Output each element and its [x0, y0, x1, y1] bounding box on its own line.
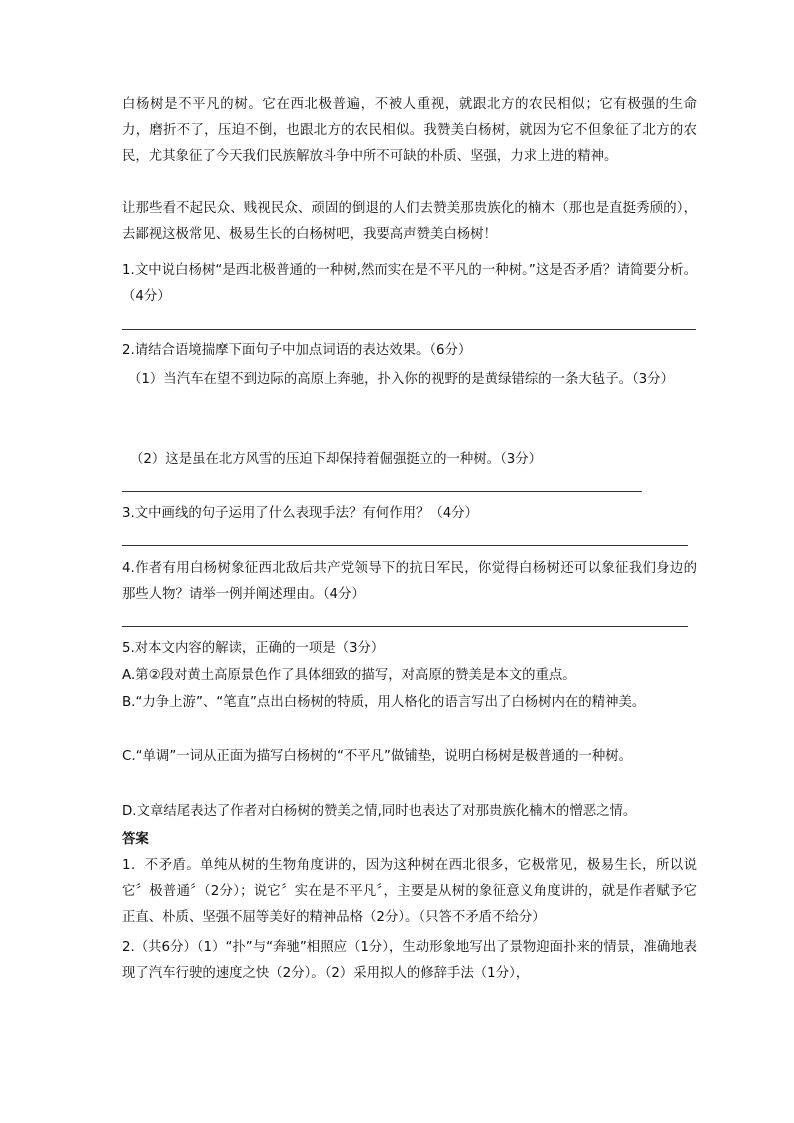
answer-line-3[interactable] — [122, 545, 688, 546]
question-4 — [122, 556, 697, 608]
question-5-option-c[interactable] — [122, 744, 697, 770]
option-b-text: B.“力争上游”、“笔直”点出白杨树的特质，用人格化的语言写出了白杨树内在的精神美。 — [122, 695, 646, 710]
question-2-part-2 — [122, 447, 697, 473]
answers-heading-text: 答案 — [122, 832, 149, 847]
question-5-option-d[interactable] — [122, 799, 697, 825]
question-2-text: 2.请结合语境揣摩下面句子中加点词语的表达效果。（6分） — [122, 343, 472, 358]
passage-text-1: 白杨树是不平凡的树。它在西北极普遍，不被人重视，就跟北方的农民相似；它有极强的生命力，磨折不了，压迫不倒，也跟北方的农民相似。我赞美白杨树，就因为它不但象征了北方的农民，尤其象征了今天我们民族解放斗争中所不可缺的朴质、坚强，力求上进的精神。 — [122, 97, 697, 164]
answer-line-4[interactable] — [122, 626, 688, 627]
question-2-part-1 — [108, 367, 698, 393]
answer-2 — [122, 935, 697, 987]
question-5-option-b[interactable] — [122, 690, 697, 716]
question-5-option-a[interactable] — [122, 663, 697, 689]
question-4-text: 4.作者有用白杨树象征西北敌后共产党领导下的抗日军民，你觉得白杨树还可以象征我们身边的那些人物？请举一例并阐述理由。（4分） — [122, 561, 697, 602]
question-2 — [122, 338, 697, 364]
answer-1 — [122, 853, 697, 931]
question-1 — [122, 258, 697, 310]
passage-paragraph-2 — [122, 196, 697, 248]
passage-text-2: 让那些看不起民众、贱视民众、顽固的倒退的人们去赞美那贵族化的楠木（那也是直挺秀颀的），去鄙视这极常见、极易生长的白杨树吧，我要高声赞美白杨树！ — [122, 201, 697, 242]
answers-heading — [122, 827, 697, 853]
question-1-text: 1.文中说白杨树“是西北极普通的一种树,然而实在是不平凡的一种树。”这是否矛盾？请简要分析。（4分） — [122, 263, 697, 304]
passage-paragraph-1 — [122, 92, 697, 170]
answer-2-text: 2.（共6分）（1）“扑”与“奔驰”相照应（1分），生动形象地写出了景物迎面扑来的情景，准确地表现了汽车行驶的速度之快（2分）。（2）采用拟人的修辞手法（1分）， — [122, 940, 697, 981]
question-3-text: 3.文中画线的句子运用了什么表现手法？有何作用？（4分） — [122, 506, 479, 521]
question-2-part-2-text: （2）这是虽在北方风雪的压迫下却保持着倔强挺立的一种树。（3分） — [130, 452, 543, 467]
answer-line-2[interactable] — [122, 491, 642, 492]
option-a-text: A.第②段对黄土高原景色作了具体细致的描写，对高原的赞美是本文的重点。 — [122, 668, 576, 683]
answer-1-text: 1．不矛盾。单纯从树的生物角度讲的，因为这种树在西北很多，它极常见，极易生长，所以说它〞极普通〞（2分）；说它〞实在是不平凡〞，主要是从树的象征意义角度讲的，就是作者赋予它正直、朴质、坚强不屈等美好的精神品格（2分）。（只答不矛盾不给分） — [122, 858, 697, 925]
question-5-text: 5.对本文内容的解读，正确的一项是（3分） — [122, 641, 385, 656]
option-c-text: C.“单调”一词从正面为描写白杨树的“不平凡”做铺垫，说明白杨树是极普通的一种树。 — [122, 749, 633, 764]
option-d-text: D.文章结尾表达了作者对白杨树的赞美之情,同时也表达了对那贵族化楠木的憎恶之情。 — [122, 804, 637, 819]
question-3 — [122, 501, 697, 527]
answer-line-1[interactable] — [122, 329, 696, 330]
question-2-part-1-text: （1）当汽车在望不到边际的高原上奔驰，扑入你的视野的是黄绿错综的一条大毡子。（3分） — [128, 372, 674, 387]
question-5 — [122, 636, 697, 662]
